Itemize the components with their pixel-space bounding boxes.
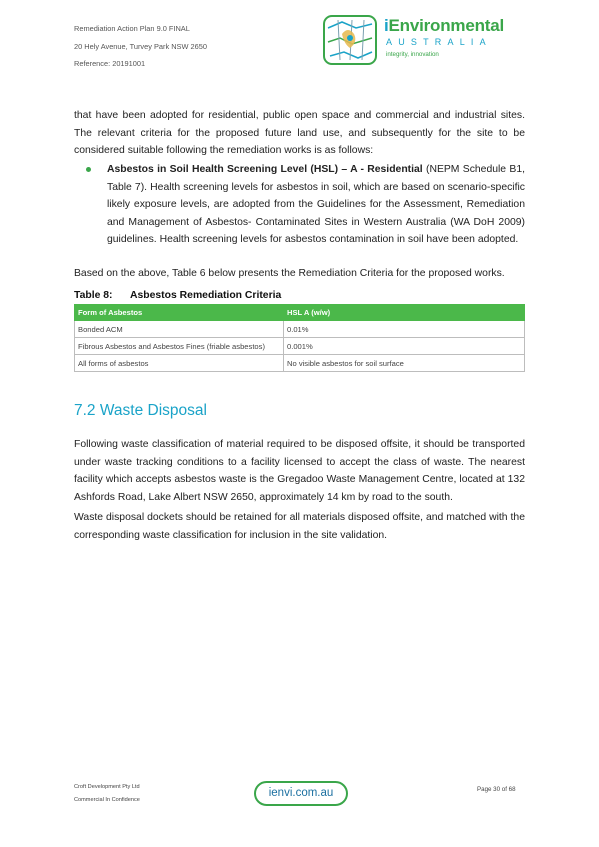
website-link[interactable]: ienvi.com.au	[254, 781, 348, 806]
table-row	[75, 338, 525, 355]
table-row	[75, 355, 525, 372]
table-caption	[74, 290, 281, 301]
table-cell: 0.001%	[284, 338, 525, 355]
logo-tagline: integrity, innovation	[386, 51, 439, 58]
footer-company: Croft Development Pty Ltd	[74, 784, 140, 790]
logo-wordmark: iEnvironmental	[384, 16, 505, 35]
footer-company-block	[74, 781, 140, 807]
site-address: 20 Hely Avenue, Turvey Park NSW 2650	[74, 41, 207, 51]
table-row	[75, 321, 525, 338]
table-number: Table 8:	[74, 290, 113, 301]
table-header-hsl: HSL A (w/w)	[284, 305, 525, 321]
table-cell: 0.01%	[284, 321, 525, 338]
table-cell: All forms of asbestos	[75, 355, 284, 372]
logo-subtitle: AUSTRALIA	[386, 37, 492, 47]
table-intro-paragraph: Based on the above, Table 6 below presents the Remediation Criteria for the proposed works.	[74, 268, 505, 279]
doc-title: Remediation Action Plan 9.0 FINAL	[74, 24, 190, 33]
intro-paragraph: that have been adopted for residential, public open space and commercial and industrial sites. The relevant criteria for the proposed future land use, and subsequently for the site to be considered suitable following the remediation works is as follows:	[74, 110, 525, 157]
table-cell: Bonded ACM	[75, 321, 284, 338]
bullet-bold-term: Asbestos in Soil Health Screening Level (HSL) – A - Residential	[107, 164, 423, 175]
table-title: Asbestos Remediation Criteria	[130, 290, 282, 301]
table-header-row	[75, 305, 525, 321]
dockets-paragraph: Waste disposal dockets should be retained for all materials disposed offsite, and matched with the corresponding waste classification for inclusion in the site validation.	[74, 512, 525, 541]
bullet-dot-icon	[86, 167, 91, 172]
reference-number: Reference: 20191001	[74, 59, 146, 68]
map-emblem-icon	[322, 14, 378, 66]
remediation-criteria-table	[74, 304, 525, 372]
section-heading: 7.2 Waste Disposal	[74, 402, 207, 419]
table-header-form: Form of Asbestos	[75, 305, 284, 321]
ienvironmental-logo	[322, 14, 522, 70]
bullet-description: (NEPM Schedule B1, Table 7). Health screening levels for asbestos in soil, which are based on scenario-specific likely exposure levels, are adopted from the Guidelines for the Assessment, Remediation and Management of Asbestos- Contaminated Sites in Western Australia (WA DoH 2009) guidelines. Health screening levels for asbestos contamination in soil have been adopted.	[107, 164, 525, 246]
table-cell: No visible asbestos for soil surface	[284, 355, 525, 372]
document-header	[74, 20, 207, 73]
bullet-text	[107, 161, 525, 249]
table-cell: Fibrous Asbestos and Asbestos Fines (friable asbestos)	[75, 338, 284, 355]
footer-confidential: Commercial In Confidence	[74, 797, 140, 803]
waste-paragraph: Following waste classification of material required to be disposed offsite, it should be transported under waste tracking conditions to a facility licensed to accept the class of waste. The nearest facility which accepts asbestos waste is the Gregadoo Waste Management Centre, located at 132 Ashfords Road, Lake Albert NSW 2650, approximately 14 km by road to the south.	[74, 439, 525, 503]
page-number: Page 30 of 68	[477, 786, 516, 793]
